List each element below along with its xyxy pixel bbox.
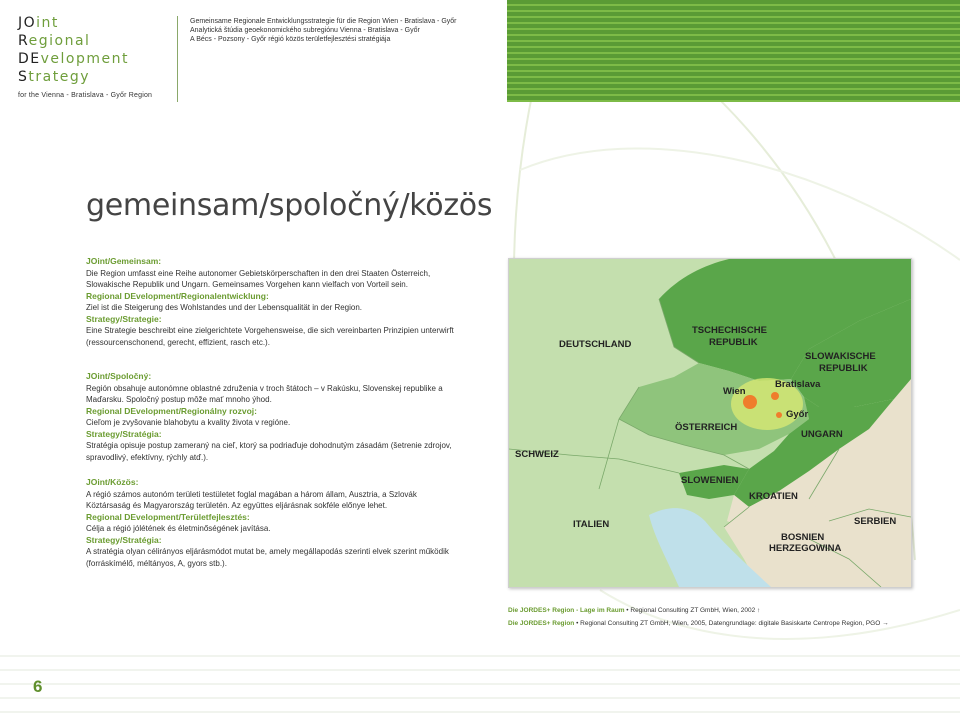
section-heading: JOint/Spoločný: (86, 371, 152, 381)
header-subtitle-hu: A Bécs - Pozsony - Győr régió közös területfejlesztési stratégiája (190, 36, 391, 43)
section-paragraph: Eine Strategie beschreibt eine zielgerichtete Vorgehensweise, die sich vereinbarten Prinzipien unterwirft (ressourcenschonend, gerecht, effizient, rasch etc.). (86, 326, 454, 347)
section-heading: Regional DEvelopment/Regionálny rozvoj: (86, 405, 257, 416)
header-subtitles (190, 17, 457, 44)
section-paragraph: Die Region umfasst eine Reihe autonomer Gebietskörperschaften in den drei Staaten Österreich, Slowakische Republik und Ungarn. Gemeinsames Vorgehen kann vielfach von Vorteil sein. (86, 268, 431, 289)
page-number: 6 (33, 677, 43, 696)
map-label-tschechische: TSCHECHISCHE (692, 325, 767, 336)
city-dot-wien (743, 395, 757, 409)
section-paragraph: Stratégia opisuje postup zameraný na cieľ, ktorý sa podriaďuje dohodnutým zásadám (šetrenie zdrojov, spravodlivý, efektívny, rýchly atď.). (86, 441, 452, 462)
section-heading: Regional DEvelopment/Regionalentwicklung: (86, 290, 269, 301)
map-label-wien: Wien (723, 386, 746, 397)
map-captions (508, 604, 889, 630)
header-stripe-banner (507, 0, 960, 102)
section-paragraph: Cieľom je zvyšovanie blahobytu a kvality života v regióne. (86, 418, 291, 427)
section-hungarian (86, 477, 456, 569)
map-label-bosnien: BOSNIEN (781, 532, 825, 543)
map-label-slowenien: SLOWENIEN (681, 475, 739, 486)
header-subtitle-sk: Analytická štúdia geoekonomického subregiónu Vienna - Bratislava - Győr (190, 27, 420, 34)
section-paragraph: Región obsahuje autonómne oblastné združenia v troch štátoch – v Rakúsku, Slovenskej republike a Maďarsku. Spoločný postup môže mať mnoho ýhod. (86, 383, 443, 404)
map-label-osterreich: ÖSTERREICH (675, 422, 738, 433)
logo-line-joint: JOint (18, 15, 59, 31)
map-label-bratislava: Bratislava (775, 379, 821, 390)
section-german (86, 256, 456, 348)
map-label-serbien: SERBIEN (854, 516, 897, 527)
map-label-gyor: Győr (786, 409, 809, 420)
section-heading: Strategy/Strategie: (86, 313, 162, 324)
section-heading: Regional DEvelopment/Területfejlesztés: (86, 511, 250, 522)
map-label-tschechische-republik: REPUBLIK (709, 337, 758, 348)
logo-line-strategy: Strategy (18, 69, 90, 85)
section-paragraph: Célja a régió jólétének és életminőségének javítása. (86, 524, 271, 533)
map-caption-region: Die JORDES+ Region • Regional Consulting ZT GmbH, Wien, 2005, Datengrundlage: digitale Basiskarte Centrope Region, PGO → (508, 620, 889, 627)
map-label-slowakische-republik: REPUBLIK (819, 363, 868, 374)
region-map-svg (509, 259, 911, 587)
logo-line-regional: Regional (18, 33, 91, 49)
section-paragraph: A régió számos autonóm területi testületet foglal magában a három állam, Ausztria, a Szlovák Köztársaság és Magyarország területén. Az együttes eljárásnak sokféle előnye lehet. (86, 489, 417, 510)
section-slovak (86, 371, 456, 463)
map-caption-location: Die JORDES+ Region - Lage im Raum • Regional Consulting ZT GmbH, Wien, 2002 ↑ (508, 607, 761, 614)
map-label-herzegowina: HERZEGOWINA (769, 543, 842, 554)
logo-subtitle: for the Vienna - Bratislava - Győr Region (18, 92, 153, 99)
region-map (508, 258, 912, 588)
header-subtitle-de: Gemeinsame Regionale Entwicklungsstrategie für die Region Wien - Bratislava - Győr (190, 18, 457, 25)
section-paragraph: A stratégia olyan célirányos eljárásmódot mutat be, amely megállapodás szerinti elvek szerint működik (forráskímélő, méltányos, A, gyors stb.). (86, 547, 449, 568)
section-heading: Strategy/Stratégia: (86, 534, 162, 545)
map-label-italien: ITALIEN (573, 519, 610, 530)
city-dot-gyor (776, 412, 782, 418)
city-dot-bratislava (771, 392, 779, 400)
section-heading: JOint/Közös: (86, 477, 139, 487)
logo-line-development: DEvelopment (18, 51, 129, 67)
section-paragraph: Ziel ist die Steigerung des Wohlstandes und der Lebensqualität in der Region. (86, 303, 363, 312)
section-heading: Strategy/Stratégia: (86, 428, 162, 439)
jordes-logo (18, 14, 152, 99)
page-title: gemeinsam/spoločný/közös (86, 188, 493, 223)
map-label-schweiz: SCHWEIZ (515, 449, 559, 460)
map-label-slowakische: SLOWAKISCHE (805, 351, 876, 362)
header-divider (177, 16, 178, 102)
section-heading: JOint/Gemeinsam: (86, 256, 162, 266)
content-column (86, 256, 456, 569)
map-label-kroatien: KROATIEN (749, 491, 798, 502)
map-label-deutschland: DEUTSCHLAND (559, 339, 632, 350)
map-label-ungarn: UNGARN (801, 429, 843, 440)
